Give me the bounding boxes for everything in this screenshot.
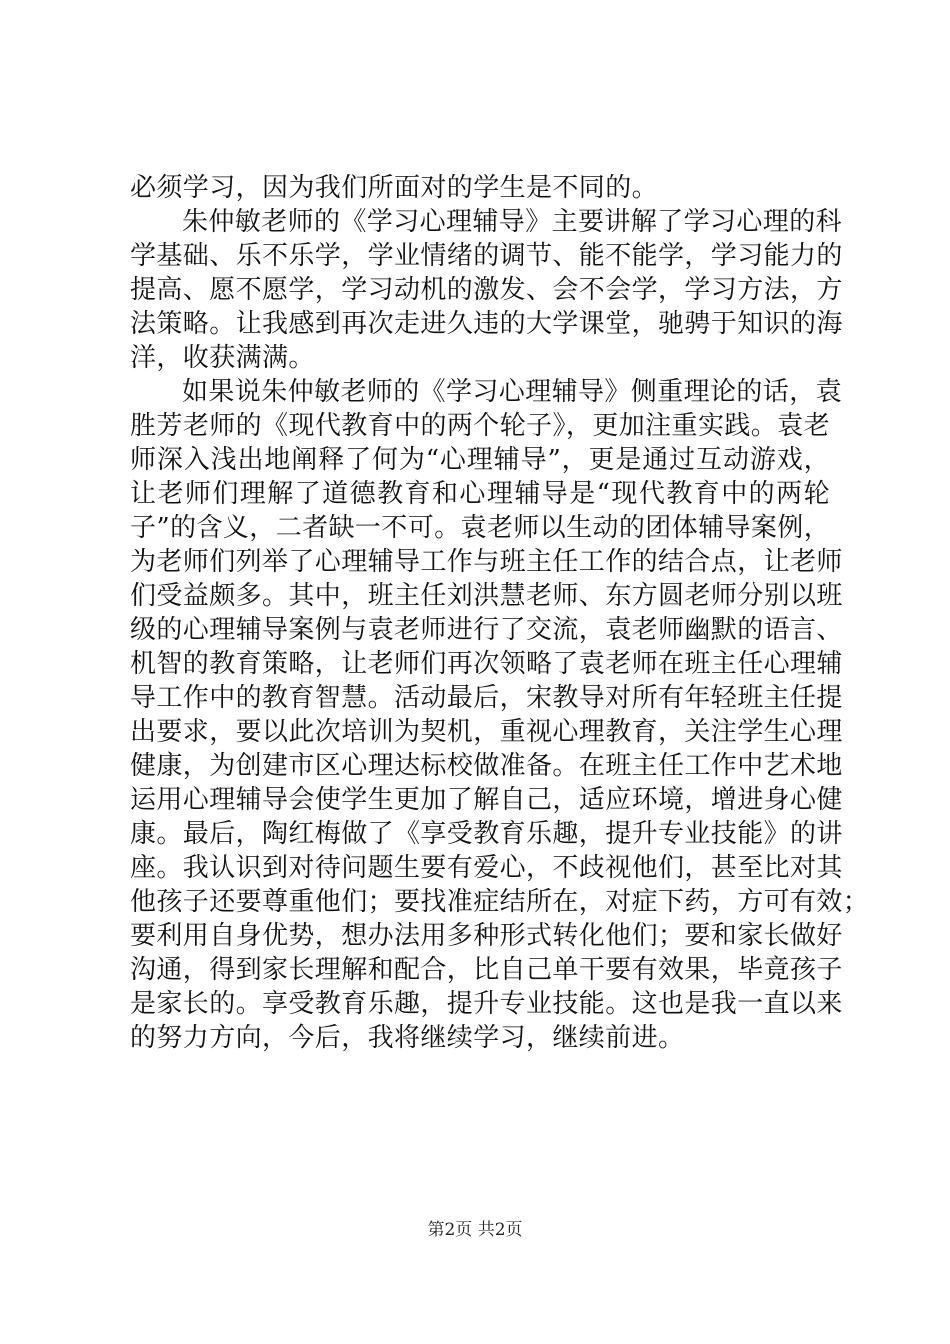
- text-line: 为老师们列举了心理辅导工作与班主任工作的结合点，让老师: [130, 547, 843, 577]
- text-line: 必须学习，因为我们所面对的学生是不同的。: [130, 173, 659, 203]
- text-line: 朱仲敏老师的《学习心理辅导》主要讲解了学习心理的科: [182, 207, 843, 237]
- text-line: 出要求，要以此次培训为契机，重视心理教育，关注学生心理: [130, 717, 843, 747]
- page-footer: 第2页 共2页: [427, 1220, 523, 1240]
- text-line: 学基础、乐不乐学，学业情绪的调节、能不能学，学习能力的: [130, 241, 843, 271]
- document-body: [130, 171, 870, 1055]
- text-line: 洋，收获满满。: [130, 343, 315, 373]
- text-line: 运用心理辅导会使学生更加了解自己，适应环境，增进身心健: [130, 785, 843, 815]
- text-line: 他孩子还要尊重他们；要找准症结所在，对症下药，方可有效；: [130, 887, 870, 917]
- text-line: 提高、愿不愿学，学习动机的激发、会不会学，学习方法，方: [130, 275, 843, 305]
- text-line: 法策略。让我感到再次走进久违的大学课堂，驰骋于知识的海: [130, 309, 843, 339]
- text-line: 子”的含义，二者缺一不可。袁老师以生动的团体辅导案例，: [130, 513, 831, 543]
- text-line: 是家长的。享受教育乐趣，提升专业技能。这也是我一直以来: [130, 989, 843, 1019]
- text-line: 健康，为创建市区心理达标校做准备。在班主任工作中艺术地: [130, 751, 843, 781]
- text-line: 让老师们理解了道德教育和心理辅导是“现代教育中的两轮: [130, 479, 830, 509]
- text-line: 机智的教育策略，让老师们再次领略了袁老师在班主任心理辅: [130, 649, 843, 679]
- text-line: 们受益颇多。其中，班主任刘洪慧老师、东方圆老师分别以班: [130, 581, 843, 611]
- text-line: 导工作中的教育智慧。活动最后，宋教导对所有年轻班主任提: [130, 683, 843, 713]
- text-line: 沟通，得到家长理解和配合，比自己单干要有效果，毕竟孩子: [130, 955, 843, 985]
- text-line: 师深入浅出地阐释了何为“心理辅导”，更是通过互动游戏，: [130, 445, 830, 475]
- text-line: 胜芳老师的《现代教育中的两个轮子》，更加注重实践。袁老: [130, 411, 830, 441]
- text-line: 座。我认识到对待问题生要有爱心，不歧视他们，甚至比对其: [130, 853, 843, 883]
- text-line: 要利用自身优势，想办法用多种形式转化他们；要和家长做好: [130, 921, 843, 951]
- text-line: 如果说朱仲敏老师的《学习心理辅导》侧重理论的话，袁: [182, 377, 843, 407]
- text-line: 级的心理辅导案例与袁老师进行了交流，袁老师幽默的语言、: [130, 615, 843, 645]
- text-line: 的努力方向，今后，我将继续学习，继续前进。: [130, 1023, 685, 1053]
- text-line: 康。最后，陶红梅做了《享受教育乐趣，提升专业技能》的讲: [130, 819, 843, 849]
